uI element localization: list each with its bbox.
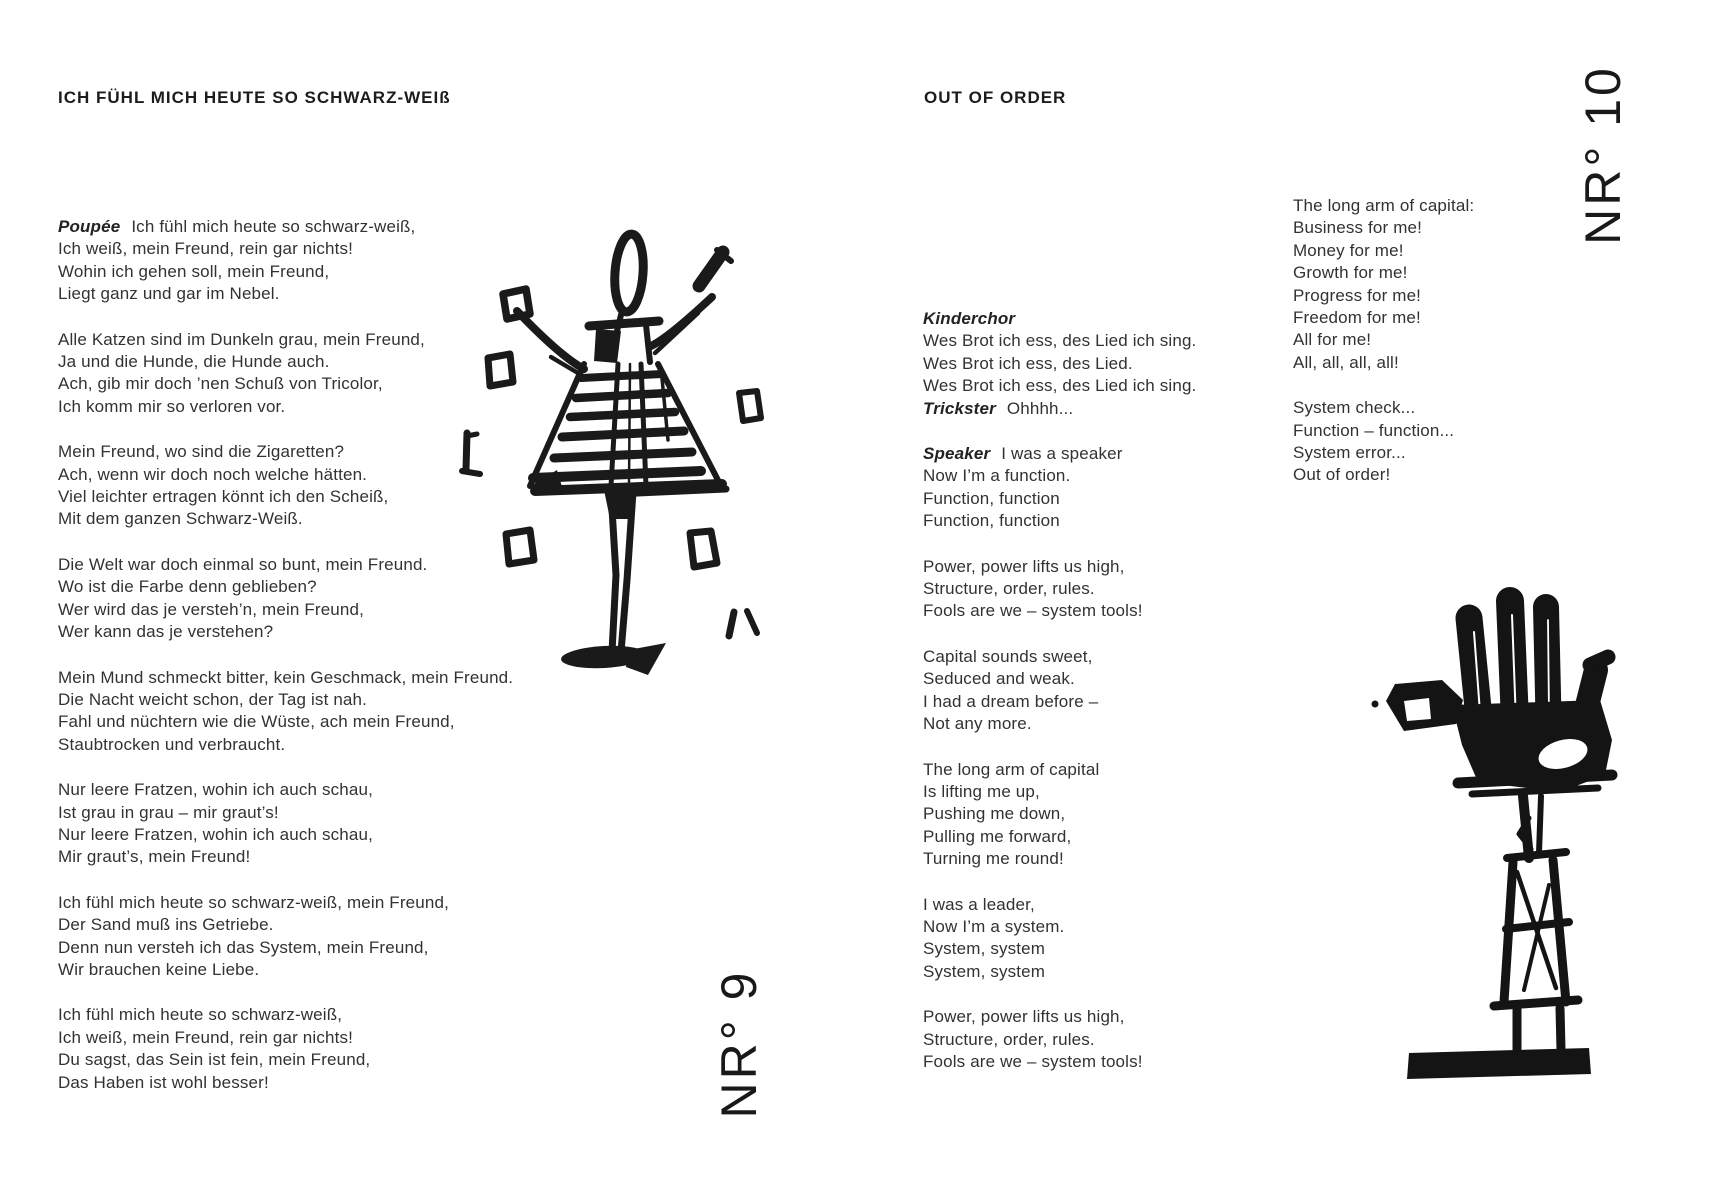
verse-line: Function, function bbox=[923, 488, 1060, 508]
verse-line: Alle Katzen sind im Dunkeln grau, mein Freund, bbox=[58, 329, 425, 349]
speaker-label: Speaker bbox=[923, 444, 991, 464]
left-page-title: ICH FÜHL MICH HEUTE SO SCHWARZ-WEIß bbox=[58, 88, 451, 107]
verse-line: Seduced and weak. bbox=[923, 669, 1075, 689]
doll-striped-dress bbox=[529, 364, 726, 494]
verse-line: Ach, gib mir doch ’nen Schuß von Tricolor, bbox=[58, 374, 383, 394]
speaker-label: Trickster bbox=[923, 398, 996, 418]
song-number-label-10: NR° 10 bbox=[1575, 65, 1631, 245]
verse-line: Not any more. bbox=[923, 714, 1032, 734]
verse-line: Ja und die Hunde, die Hunde auch. bbox=[58, 352, 330, 372]
stanza bbox=[923, 1006, 1223, 1073]
doll-legs bbox=[560, 490, 666, 675]
verse-line: Fools are we – system tools! bbox=[923, 1051, 1143, 1071]
verse-line: System check... bbox=[1293, 398, 1416, 418]
verse-line: Pushing me down, bbox=[923, 804, 1066, 824]
verse-line: Ich komm mir so verloren vor. bbox=[58, 396, 286, 416]
right-page-title: OUT OF ORDER bbox=[924, 88, 1067, 107]
verse-line: Ich fühl mich heute so schwarz-weiß, mein Freund, bbox=[58, 892, 449, 912]
verse-line: Wir brauchen keine Liebe. bbox=[58, 959, 260, 979]
verse-line: The long arm of capital: bbox=[1293, 196, 1475, 215]
doll-torso bbox=[589, 321, 659, 363]
hand-trophy-illustration bbox=[1360, 545, 1620, 1090]
verse-line: Denn nun versteh ich das System, mein Freund, bbox=[58, 937, 429, 957]
verse-line: Pulling me forward, bbox=[923, 826, 1072, 846]
verse-line: Nur leere Fratzen, wohin ich auch schau, bbox=[58, 780, 373, 800]
right-page-lyrics-column-1 bbox=[923, 308, 1223, 1096]
verse-line: Out of order! bbox=[1293, 465, 1391, 485]
verse-line: Viel leichter ertragen könnt ich den Scheiß, bbox=[58, 487, 389, 507]
verse-line: Wer kann das je verstehen? bbox=[58, 622, 274, 642]
verse-line: All for me! bbox=[1293, 330, 1372, 350]
verse-line: Structure, order, rules. bbox=[923, 1029, 1095, 1049]
verse-line: Turning me round! bbox=[923, 849, 1064, 869]
verse-line: Liegt ganz und gar im Nebel. bbox=[58, 284, 280, 304]
stanza bbox=[923, 894, 1223, 984]
verse-line: System, system bbox=[923, 939, 1046, 959]
song-number-label-9: NR° 9 bbox=[711, 969, 767, 1119]
stanza bbox=[923, 646, 1223, 736]
right-page-lyrics-column-2 bbox=[1293, 195, 1513, 510]
verse-line: Fahl und nüchtern wie die Wüste, ach mein Freund, bbox=[58, 712, 455, 732]
verse-line: Der Sand muß ins Getriebe. bbox=[58, 915, 274, 935]
verse-line: Is lifting me up, bbox=[923, 781, 1040, 801]
marionette-doll-illustration bbox=[440, 228, 780, 688]
verse-line: Progress for me! bbox=[1293, 285, 1422, 305]
stanza bbox=[58, 892, 558, 982]
pedestal bbox=[1494, 796, 1578, 1050]
verse-line: All, all, all, all! bbox=[1293, 352, 1399, 372]
verse-line: Power, power lifts us high, bbox=[923, 1007, 1125, 1027]
hand-palm bbox=[1452, 700, 1612, 794]
verse-line: Mit dem ganzen Schwarz-Weiß. bbox=[58, 509, 303, 529]
verse-line: Freedom for me! bbox=[1293, 308, 1421, 328]
verse-line: Nur leere Fratzen, wohin ich auch schau, bbox=[58, 824, 373, 844]
stanza bbox=[923, 443, 1223, 533]
verse-line: I had a dream before – bbox=[923, 691, 1099, 711]
stanza bbox=[1293, 397, 1513, 487]
verse-line: Mein Freund, wo sind die Zigaretten? bbox=[58, 442, 345, 462]
verse-line: Mir graut’s, mein Freund! bbox=[58, 847, 251, 867]
verse-line: System error... bbox=[1293, 443, 1406, 463]
verse-line: I was a leader, bbox=[923, 894, 1035, 914]
stanza bbox=[58, 1004, 558, 1094]
stanza bbox=[58, 779, 558, 869]
verse-line: Du sagst, das Sein ist fein, mein Freund, bbox=[58, 1050, 371, 1070]
verse-line: Ist grau in grau – mir graut’s! bbox=[58, 802, 279, 822]
verse-line: Ich fühl mich heute so schwarz-weiß, bbox=[58, 1005, 343, 1025]
verse-line: Die Nacht weicht schon, der Tag ist nah. bbox=[58, 689, 368, 709]
verse-line: Growth for me! bbox=[1293, 263, 1408, 283]
verse-line: Business for me! bbox=[1293, 218, 1423, 238]
verse-line: Now I’m a system. bbox=[923, 916, 1065, 936]
verse-line: Speaker I was a speaker bbox=[923, 444, 1123, 464]
verse-line: Money for me! bbox=[1293, 240, 1404, 260]
stanza bbox=[923, 759, 1223, 871]
verse-line: Staubtrocken und verbraucht. bbox=[58, 734, 286, 754]
verse-line: Ich weiß, mein Freund, rein gar nichts! bbox=[58, 239, 353, 259]
verse-line: Now I’m a function. bbox=[923, 466, 1071, 486]
stanza bbox=[1293, 195, 1513, 374]
pedestal-base bbox=[1407, 1048, 1591, 1079]
verse-line: Wo ist die Farbe denn geblieben? bbox=[58, 577, 317, 597]
verse-line: Function, function bbox=[923, 511, 1060, 531]
stanza bbox=[923, 556, 1223, 623]
verse-line: Wohin ich gehen soll, mein Freund, bbox=[58, 261, 330, 281]
doll-left-arm bbox=[503, 289, 584, 376]
verse-line: Trickster Ohhhh... bbox=[923, 398, 1074, 418]
verse-line: Wes Brot ich ess, des Lied. bbox=[923, 353, 1133, 373]
speaker-label: Poupée bbox=[58, 217, 121, 236]
verse-line: Wer wird das je versteh’n, mein Freund, bbox=[58, 599, 364, 619]
stanza bbox=[923, 308, 1223, 420]
verse-line: Mein Mund schmeckt bitter, kein Geschmack, mein Freund. bbox=[58, 667, 514, 687]
verse-line: Power, power lifts us high, bbox=[923, 556, 1125, 576]
speaker-label: Kinderchor bbox=[923, 309, 1016, 328]
verse-line bbox=[923, 309, 1026, 328]
doll-head bbox=[612, 233, 645, 331]
verse-line: Das Haben ist wohl besser! bbox=[58, 1072, 269, 1092]
verse-line: Wes Brot ich ess, des Lied ich sing. bbox=[923, 331, 1197, 351]
doll-right-arm bbox=[651, 250, 731, 353]
verse-line: Function – function... bbox=[1293, 420, 1455, 440]
verse-line: Fools are we – system tools! bbox=[923, 601, 1143, 621]
verse-line: Wes Brot ich ess, des Lied ich sing. bbox=[923, 376, 1197, 396]
verse-line: Structure, order, rules. bbox=[923, 579, 1095, 599]
verse-line: Poupée Ich fühl mich heute so schwarz-weiß, bbox=[58, 217, 416, 236]
verse-line: Capital sounds sweet, bbox=[923, 646, 1093, 666]
verse-line: The long arm of capital bbox=[923, 759, 1100, 779]
verse-line: Ach, wenn wir doch noch welche hätten. bbox=[58, 464, 368, 484]
verse-line: Die Welt war doch einmal so bunt, mein Freund. bbox=[58, 554, 428, 574]
verse-line: Ich weiß, mein Freund, rein gar nichts! bbox=[58, 1027, 353, 1047]
verse-line: System, system bbox=[923, 961, 1046, 981]
